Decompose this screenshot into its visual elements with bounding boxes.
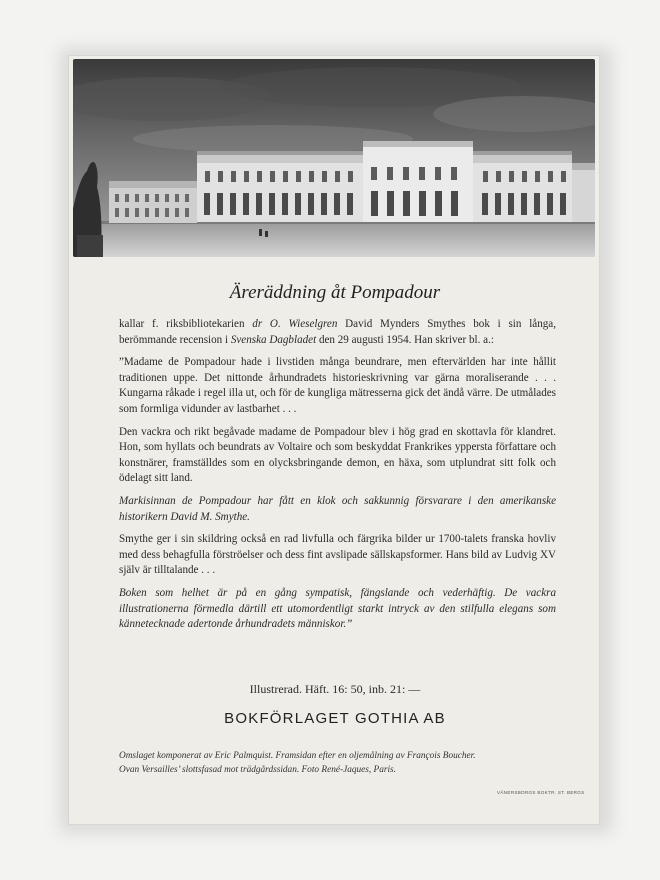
printer-imprint: VÄNERSBORGS BOKTR. ST. BERGS: [497, 790, 585, 795]
versailles-photo-drawing: [73, 59, 595, 257]
versailles-photo: [73, 59, 595, 257]
paragraph-quote-5: Boken som helhet är på en gång sympatisk, fängslande och vederhäftig. De vackra illustrationerna förmedla därtill ett utomordentligt starkt intryck av den stilfulla elegans som kännetecknade adertonde århundradets människor.”: [119, 586, 556, 631]
paragraph-quote-4: Smythe ger i sin skildring också en rad livfulla och färgrika bilder ur 1700-talets franska hovliv med dess behagfulla förströelser och dess fint avslipade sällskapsformer. Hans bild av Ludvig XV själv är tilltalande . . .: [119, 533, 556, 577]
publisher-name: BOKFÖRLAGET GOTHIA AB: [224, 710, 446, 727]
book-back-cover: [68, 55, 600, 825]
cover-credits: [119, 750, 569, 777]
paragraph-quote-3: Markisinnan de Pompadour har fått en klok och sakkunnig försvarare i den amerikanske historikern David M. Smythe.: [119, 494, 556, 523]
intro-text-2: David Mynders Smythes bok i sin långa, berömmande recension i: [119, 318, 557, 346]
paragraph-quote-2: Den vackra och rikt begåvade madame de Pompadour blev i hög grad en skottavla för klandret. Hon, som hyllats och beundrats av Voltaire och som beskyddat Frankrikes yppersta författare och konstnärer, framställdes som en olycksbringande demon, en häxa, som utplundrat sitt folk och ödelagt sitt land.: [119, 425, 556, 485]
review-text: [119, 317, 556, 640]
credits-line-1: Omslaget komponerat av Eric Palmquist. Framsidan efter en oljemålning av François Boucher.: [119, 751, 476, 761]
credits-line-2: Ovan Versailles’ slottsfasad mot trädgårdssidan. Foto René-Jaques, Paris.: [119, 764, 396, 775]
paragraph-intro: [119, 317, 556, 348]
intro-text-3: den 29 augusti 1954. Han skriver bl. a.:: [316, 333, 494, 346]
newspaper-name: Svenska Dagbladet: [230, 333, 317, 346]
headline: Äreräddning åt Pompadour: [229, 282, 441, 303]
price-line: Illustrerad. Häft. 16: 50, inb. 21: —: [249, 682, 421, 696]
paragraph-quote-1: ”Madame de Pompadour hade i livstiden många beundrare, men eftervärlden har inte hållit traditionen uppe. Det nittonde århundradets historieskrivning var gärna moraliserande . . . Kungarna råkade i regel illa ut, och för de kungliga mätresserna gick det ändå värre. De utmålades som formliga vidunder av lastbarhet . . .: [119, 356, 556, 415]
intro-text-1: kallar f. riksbibliotekarien: [119, 318, 253, 330]
reviewer-name: dr O. Wieselgren: [252, 318, 338, 330]
